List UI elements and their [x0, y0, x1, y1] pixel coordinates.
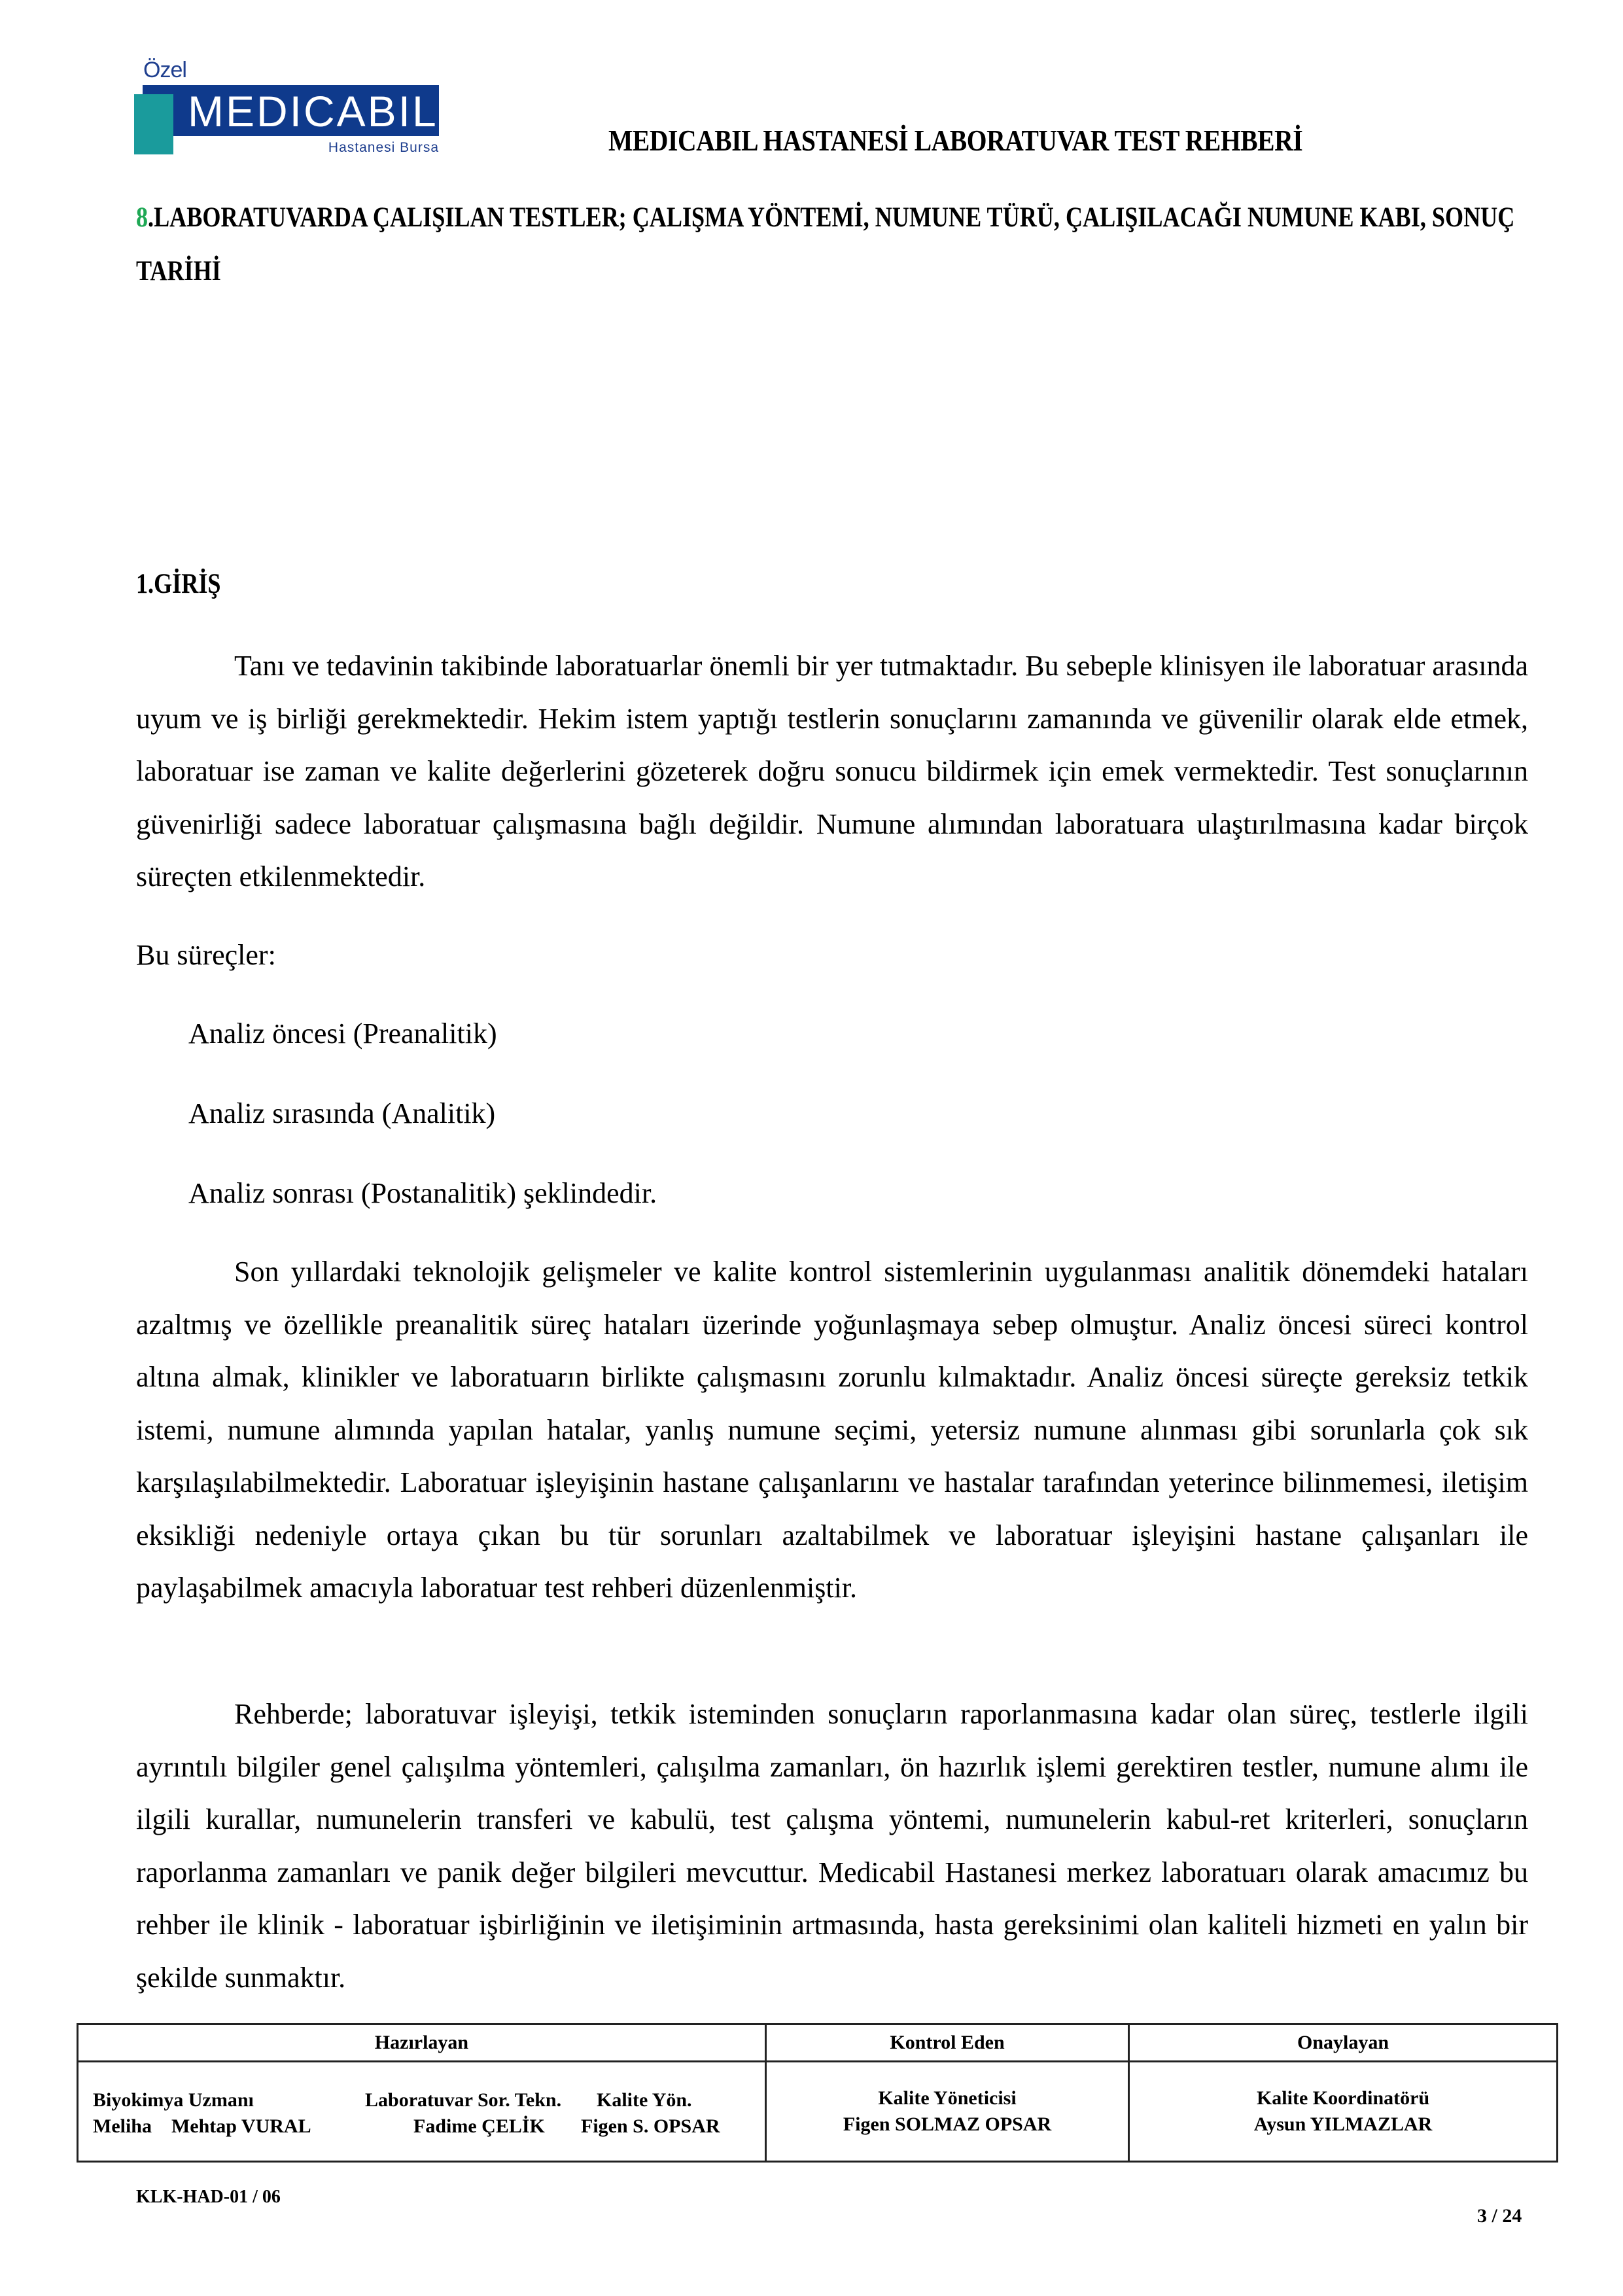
controlled-by-cell: [765, 2062, 1128, 2162]
process-item: Analiz öncesi (Preanalitik): [188, 1017, 497, 1050]
header-approved-by: Onaylayan: [1129, 2024, 1558, 2062]
preparer-role: Kalite Yön.: [597, 2089, 692, 2111]
preparer-role: Biyokimya Uzmanı: [93, 2089, 254, 2111]
approval-table: [77, 2023, 1558, 2163]
processes-label: Bu süreçler:: [136, 939, 276, 971]
intro-heading: 1.GİRİŞ: [136, 569, 221, 599]
approver-name: Aysun YILMAZLAR: [1253, 2113, 1433, 2135]
approved-by-cell: [1129, 2062, 1558, 2162]
preparer-name: Fadime ÇELİK: [413, 2115, 545, 2137]
paragraph-text: Tanı ve tedavinin takibinde laboratuarlar önemli bir yer tutmaktadır. Bu sebeple klinisyen ile laboratuar arasında uyum ve iş birliği gerekmektedir. Hekim istem yaptığı testlerin sonuçlarını zamanında ve güvenilir olarak elde etmek, laboratuar ise zaman ve kalite değerlerini gözeterek doğru sonucu bildirmek için emek vermektedir. Test sonuçlarının güvenirliği sadece laboratuar çalışmasına bağlı değildir. Numune alımından laboratuara ulaştırılmasına kadar birçok süreçten etkilenmektedir.: [136, 650, 1528, 892]
section-number: 8: [136, 202, 148, 233]
controller-role: Kalite Yöneticisi: [878, 2087, 1017, 2109]
header-prepared-by: Hazırlayan: [78, 2024, 766, 2062]
prepared-by-cell: [78, 2062, 766, 2162]
section-title: .LABORATUVARDA ÇALIŞILAN TESTLER; ÇALIŞMA YÖNTEMİ, NUMUNE TÜRÜ, ÇALIŞILACAĞI NUMUNE KABI, SONUÇ TARİHİ: [136, 202, 1515, 287]
logo-brand: MEDICABIL: [188, 87, 438, 135]
intro-paragraph-1: [136, 640, 1528, 904]
paragraph-text: Rehberde; laboratuvar işleyişi, tetkik isteminden sonuçların raporlanmasına kadar olan süreç, testlerle ilgili ayrıntılı bilgiler genel çalışılma yöntemleri, çalışılma zamanları, ön hazırlık işlemi gerektiren testler, numune alımı ile ilgili kurallar, numunelerin transferi ve kabulü, test çalışma yöntemi, numunelerin kabul-ret kriterleri, sonuçların raporlanma zamanları ve panik değer bilgileri mevcuttur. Medicabil Hastanesi merkez laboratuarı olarak amacımız bu rehber ile klinik - laboratuar işbirliğinin ve iletişiminin artmasında, hasta gereksinimi olan kaliteli hizmeti en yalın bir şekilde sunmaktır.: [136, 1698, 1528, 1994]
section-heading: [136, 191, 1532, 298]
preparer-name: Meliha Mehtap VURAL: [93, 2115, 311, 2137]
document-title: MEDICABIL HASTANESİ LABORATUVAR TEST REHBERİ: [608, 124, 1303, 157]
controller-name: Figen SOLMAZ OPSAR: [843, 2113, 1052, 2135]
preparer-name: Figen S. OPSAR: [581, 2115, 720, 2137]
logo-subtitle: Hastanesi Bursa: [328, 140, 439, 155]
intro-paragraph-2: [136, 1246, 1528, 1615]
preparer-role: Laboratuvar Sor. Tekn.: [365, 2089, 562, 2111]
hospital-logo: [134, 58, 448, 162]
document-code: KLK-HAD-01 / 06: [136, 2187, 281, 2207]
page-number: 3 / 24: [1477, 2205, 1522, 2227]
logo-teal-square: [134, 94, 173, 154]
paragraph-text: Son yıllardaki teknolojik gelişmeler ve kalite kontrol sistemlerinin uygulanması analitik dönemdeki hataları azaltmış ve özellikle preanalitik süreç hataları üzerinde yoğunlaşmaya sebep olmuştur. Analiz öncesi süreci kontrol altına almak, klinikler ve laboratuarın birlikte çalışmasını zorunlu kılmaktadır. Analiz öncesi süreçte gereksiz tetkik istemi, numune alımında yapılan hatalar, yanlış numune seçimi, yetersiz numune alınması gibi sorunlarla çok sık karşılaşılabilmektedir. Laboratuar işleyişinin hastane çalışanlarını ve hastalar tarafından yeterince bilinmemesi, iletişim eksikliği nedeniyle ortaya çıkan bu tür sorunları azaltabilmek ve laboratuar işleyişini hastane çalışanları ile paylaşabilmek amacıyla laboratuar test rehberi düzenlenmiştir.: [136, 1256, 1528, 1604]
intro-paragraph-3: [136, 1688, 1528, 2004]
approver-role: Kalite Koordinatörü: [1256, 2087, 1430, 2109]
process-item: Analiz sırasında (Analitik): [188, 1097, 496, 1129]
logo-prefix: Özel: [143, 58, 186, 82]
process-item: Analiz sonrası (Postanalitik) şeklindedir.: [188, 1177, 657, 1209]
header-controlled-by: Kontrol Eden: [765, 2024, 1128, 2062]
